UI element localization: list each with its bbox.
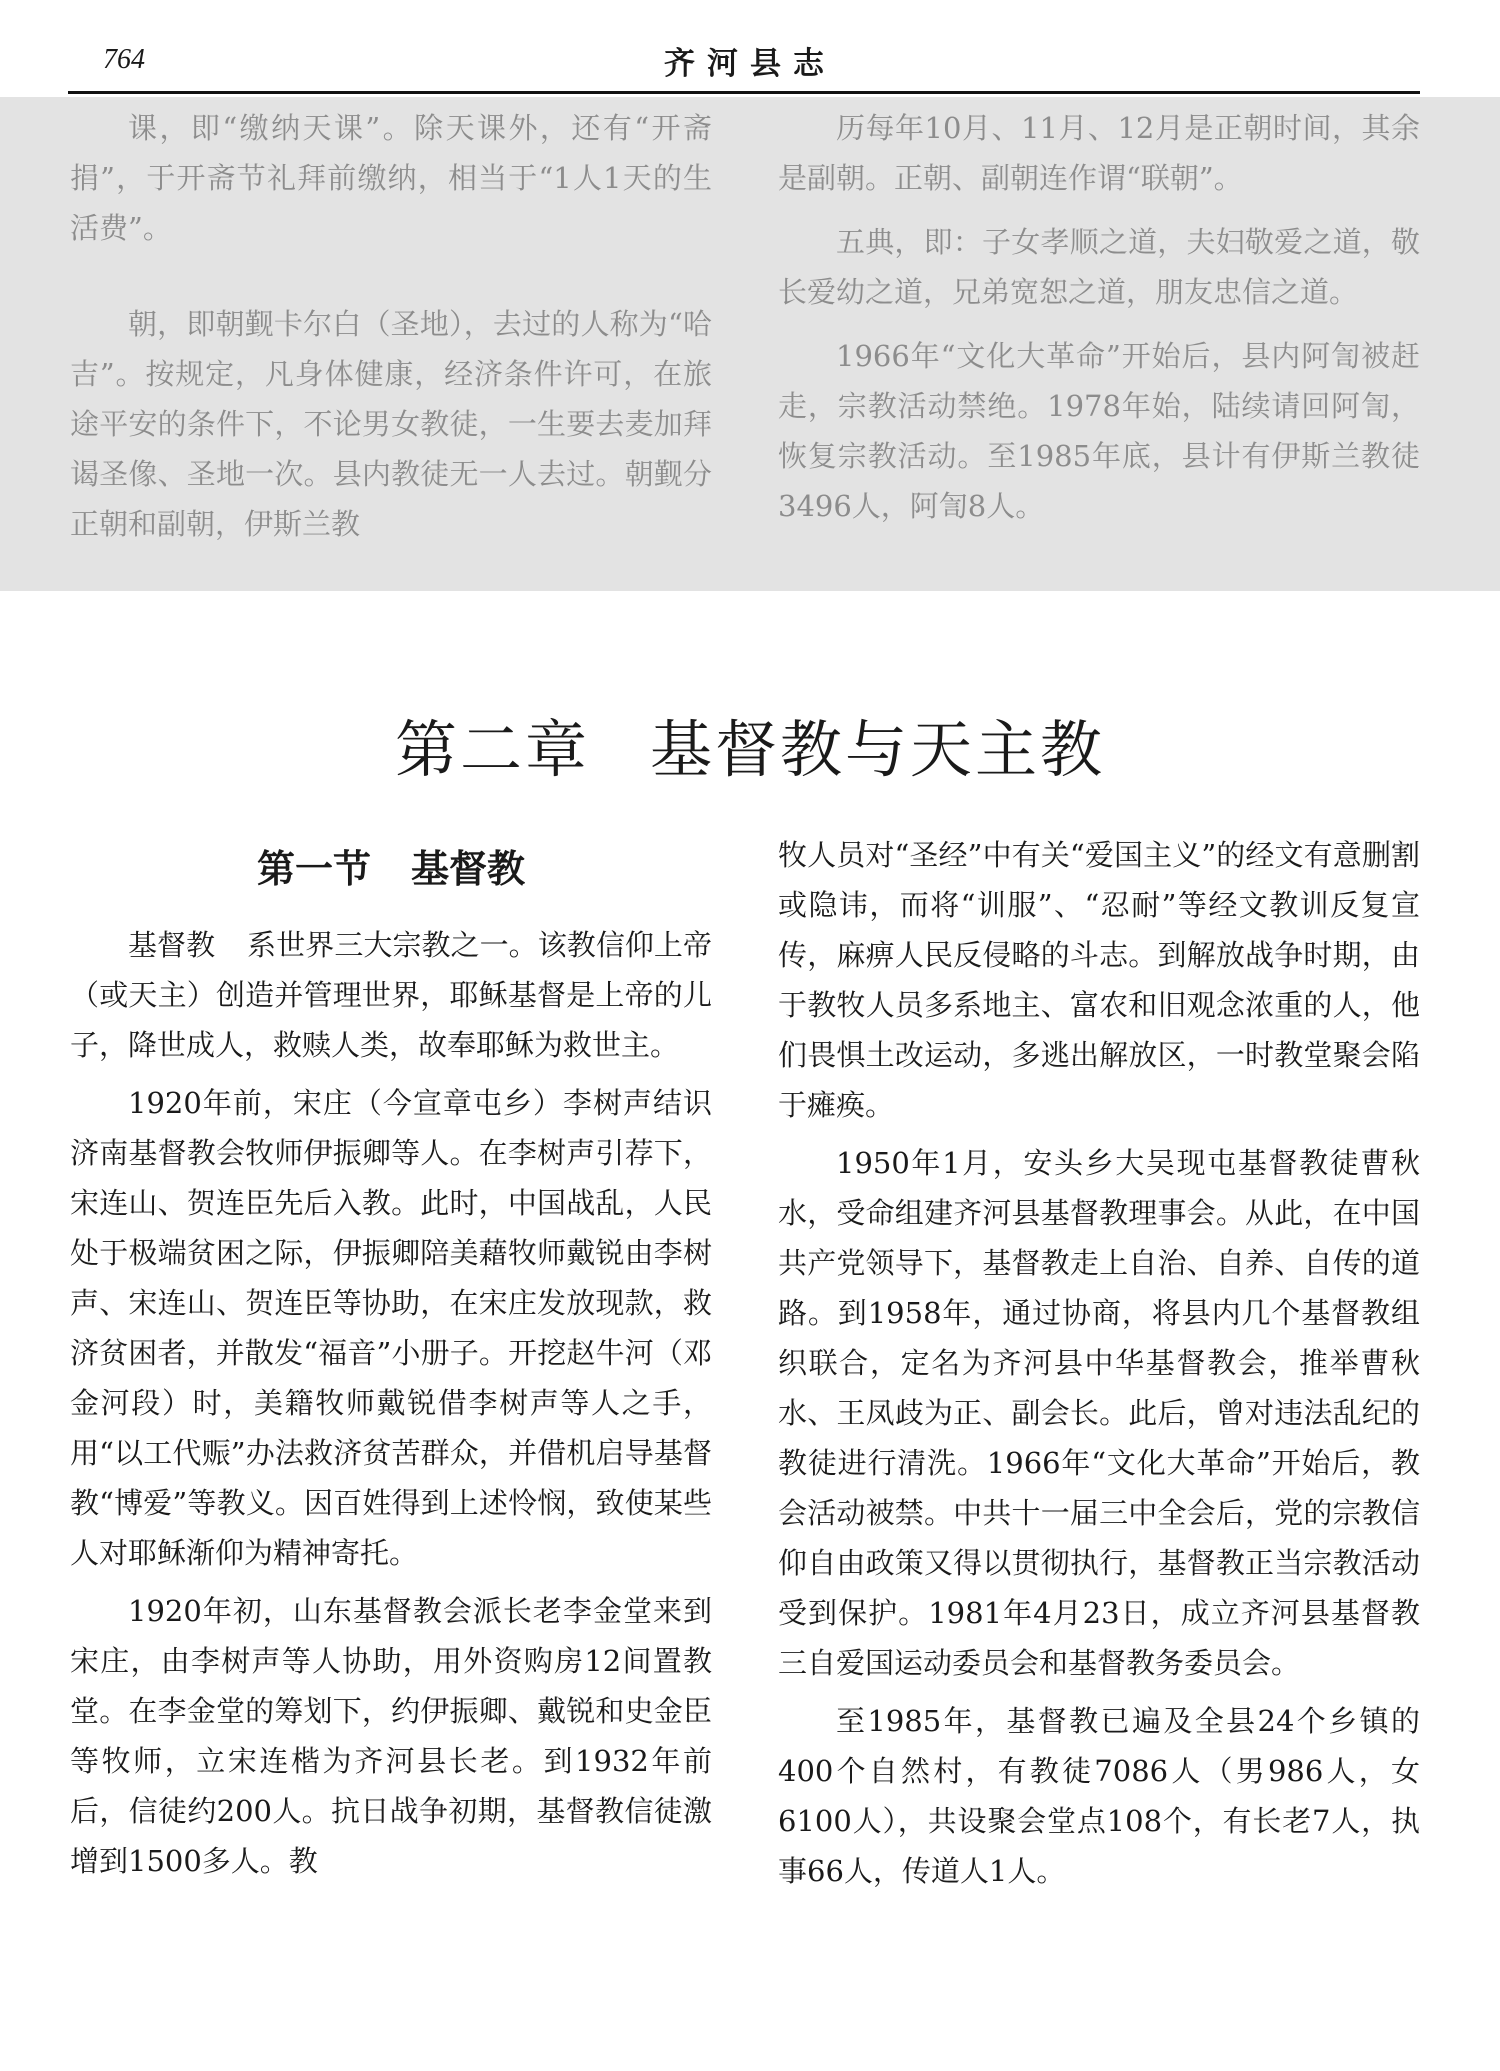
paragraph: 课，即“缴纳天课”。除天课外，还有“开斋捐”，于开斋节礼拜前缴纳，相当于“1人1天的生活费”。	[70, 111, 712, 245]
body-right-column	[778, 830, 1420, 1896]
chapter-number: 第二章	[394, 713, 590, 786]
header-rule	[68, 91, 1420, 94]
section-number: 第一节	[256, 847, 371, 891]
paragraph: 历每年10月、11月、12月是正朝时间，其余是副朝。正朝、副朝连作谓“联朝”。	[778, 111, 1420, 195]
section-title	[70, 838, 712, 893]
intro-text: 系世界三大宗教之一。该教信仰上帝（或天主）创造并管理世界，耶稣基督是上帝的儿子，降世成人，救赎人类，故奉耶稣为救世主。	[70, 928, 712, 1062]
page-number: 764	[103, 44, 145, 75]
running-title: 齐河县志	[664, 46, 836, 82]
chapter-name: 基督教与天主教	[650, 713, 1106, 786]
paragraph: 五典，即：子女孝顺之道，夫妇敬爱之道，敬长爱幼之道，兄弟宽恕之道，朋友忠信之道。	[778, 225, 1420, 309]
previous-section-left-column	[70, 103, 712, 549]
paragraph: 1966年“文化大革命”开始后，县内阿訇被赶走，宗教活动禁绝。1978年始，陆续请回阿訇，恢复宗教活动。至1985年底，县计有伊斯兰教徒3496人，阿訇8人。	[778, 339, 1420, 523]
previous-section-right-column	[778, 103, 1420, 531]
body-left-column	[70, 920, 712, 1886]
paragraph: 至1985年，基督教已遍及全县24个乡镇的400个自然村，有教徒7086人（男986人，女6100人），共设聚会堂点108个，有长老7人，执事66人，传道人1人。	[778, 1704, 1420, 1888]
paragraph: 1920年初，山东基督教会派长老李金堂来到宋庄，由李树声等人协助，用外资购房12间置教堂。在李金堂的筹划下，约伊振卿、戴锐和史金臣等牧师，立宋连楷为齐河县长老。到1932年前后，信徒约200人。抗日战争初期，基督教信徒激增到1500多人。教	[70, 1594, 712, 1878]
section-name: 基督教	[411, 847, 526, 891]
paragraph: 牧人员对“圣经”中有关“爱国主义”的经文有意删割或隐讳，而将“训服”、“忍耐”等经文教训反复宣传，麻痹人民反侵略的斗志。到解放战争时期，由于教牧人员多系地主、富农和旧观念浓重的人，他们畏惧土改运动，多逃出解放区，一时教堂聚会陷于瘫痪。	[778, 838, 1420, 1122]
intro-paragraph	[70, 920, 712, 1070]
chapter-title	[0, 700, 1500, 789]
paragraph: 1920年前，宋庄（今宣章屯乡）李树声结识济南基督教会牧师伊振卿等人。在李树声引荐下，宋连山、贺连臣先后入教。此时，中国战乱，人民处于极端贫困之际，伊振卿陪美藉牧师戴锐由李树声、宋连山、贺连臣等协助，在宋庄发放现款，救济贫困者，并散发“福音”小册子。开挖赵牛河（邓金河段）时，美籍牧师戴锐借李树声等人之手，用“以工代赈”办法救济贫苦群众，并借机启导基督教“博爱”等教义。因百姓得到上述怜悯，致使某些人对耶稣渐仰为精神寄托。	[70, 1086, 712, 1570]
intro-term: 基督教	[128, 928, 216, 962]
paragraph: 朝，即朝觐卡尔白（圣地），去过的人称为“哈吉”。按规定，凡身体健康，经济条件许可，在旅途平安的条件下，不论男女教徒，一生要去麦加拜谒圣像、圣地一次。县内教徒无一人去过。朝觐分正朝和副朝，伊斯兰教	[70, 307, 712, 541]
paragraph: 1950年1月，安头乡大吴现屯基督教徒曹秋水，受命组建齐河县基督教理事会。从此，在中国共产党领导下，基督教走上自治、自养、自传的道路。到1958年，通过协商，将县内几个基督教组织联合，定名为齐河县中华基督教会，推举曹秋水、王凤歧为正、副会长。此后，曾对违法乱纪的教徒进行清洗。1966年“文化大革命”开始后，教会活动被禁。中共十一届三中全会后，党的宗教信仰自由政策又得以贯彻执行，基督教正当宗教活动受到保护。1981年4月23日，成立齐河县基督教三自爱国运动委员会和基督教务委员会。	[778, 1146, 1420, 1680]
